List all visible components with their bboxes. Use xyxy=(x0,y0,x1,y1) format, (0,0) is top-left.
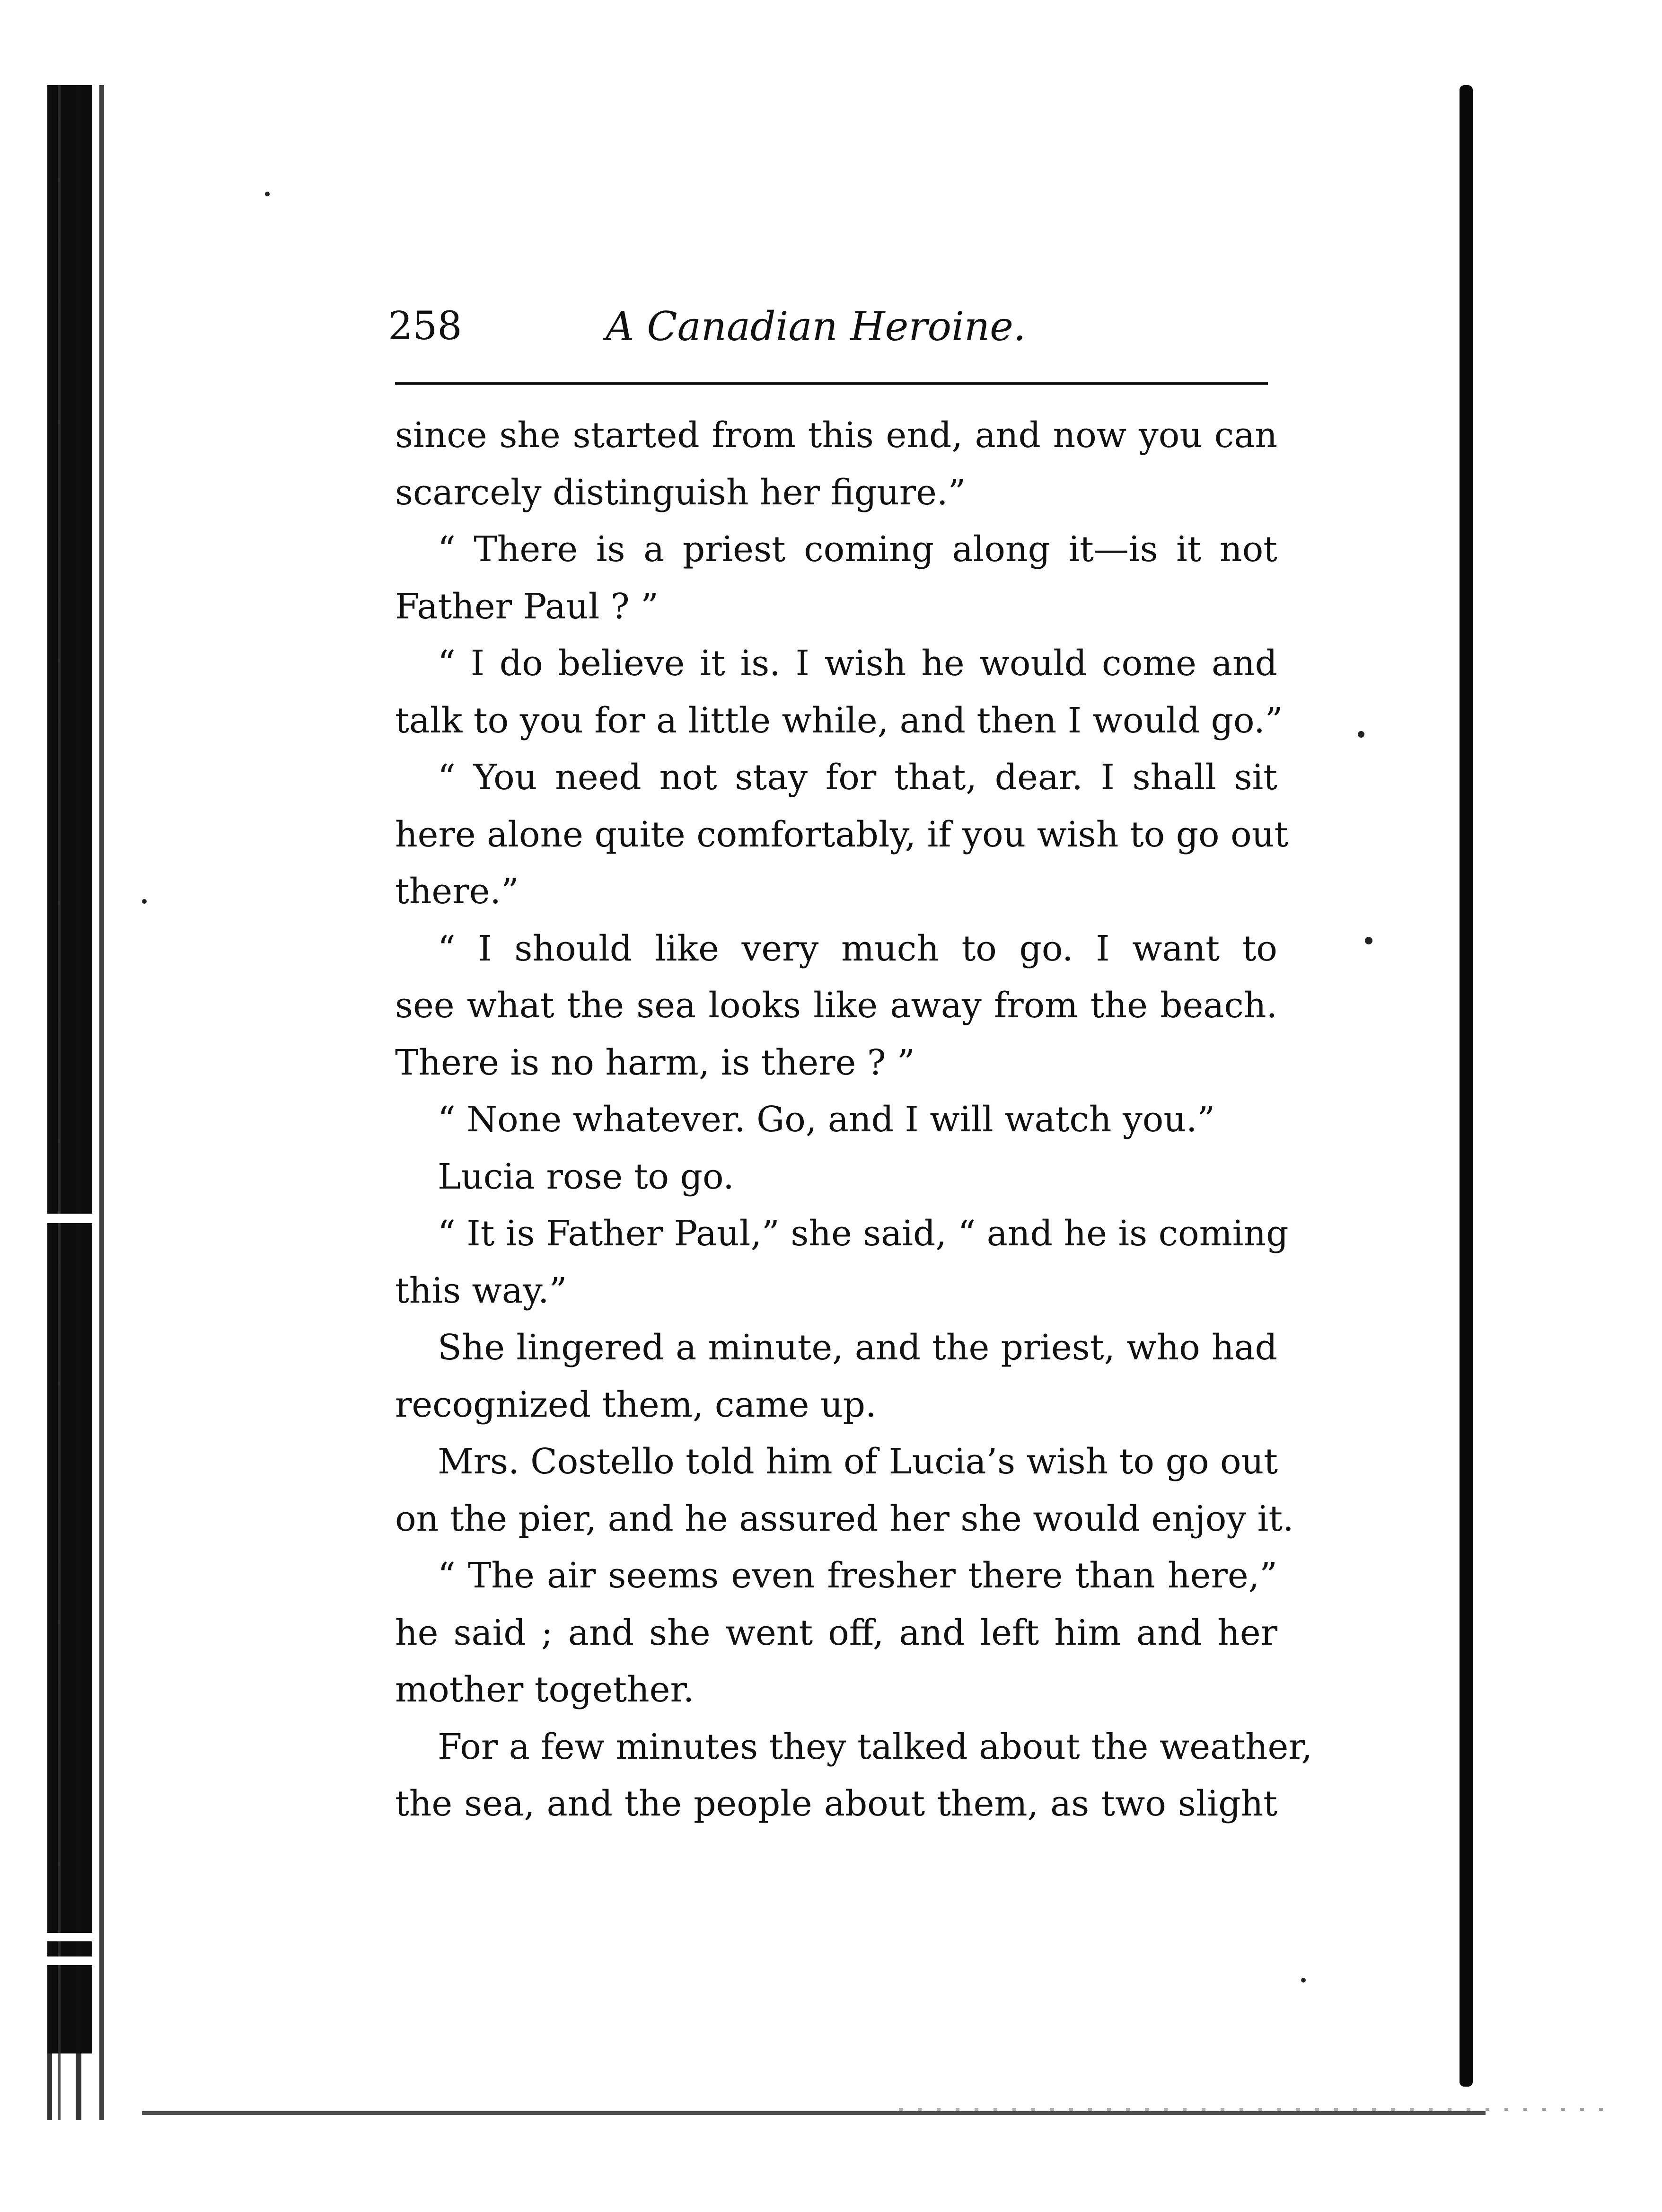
text-line: “ None whatever. Go, and I will watch you.” xyxy=(438,1099,1215,1140)
text-line: since she started from this end, and now you can xyxy=(395,415,1277,456)
text-line: For a few minutes they talked about the weather, xyxy=(438,1726,1313,1767)
text-line: on the pier, and he assured her she would enjoy it. xyxy=(395,1498,1294,1539)
scan-gap xyxy=(47,1933,92,1941)
text-line: he said ; and she went off, and left him and her xyxy=(395,1612,1277,1653)
text-line: see what the sea looks like away from the beach. xyxy=(395,985,1277,1026)
text-line: there.” xyxy=(395,871,519,912)
header-rule xyxy=(395,382,1268,385)
scan-bottom-noise xyxy=(899,2108,1609,2111)
text-line: Father Paul ? ” xyxy=(395,586,659,627)
scan-bottom-edge xyxy=(142,2111,1486,2115)
scan-gap xyxy=(47,1214,92,1223)
scan-speck xyxy=(265,192,270,196)
text-line: “ I do believe it is. I wish he would come and xyxy=(438,643,1277,684)
text-line: She lingered a minute, and the priest, who had xyxy=(438,1327,1277,1368)
page-number: 258 xyxy=(388,304,462,349)
text-line: There is no harm, is there ? ” xyxy=(395,1042,915,1083)
text-line: “ There is a priest coming along it—is it not xyxy=(438,529,1277,570)
text-line: “ You need not stay for that, dear. I shall sit xyxy=(438,757,1277,798)
body-text xyxy=(395,407,1313,1833)
scan-speck xyxy=(1301,1978,1306,1983)
scan-speck xyxy=(142,899,147,904)
scan-speck xyxy=(1358,731,1364,738)
text-line: “ The air seems even fresher there than here,” xyxy=(438,1555,1277,1596)
text-line: this way.” xyxy=(395,1270,567,1311)
text-line: “ I should like very much to go. I want to xyxy=(438,928,1277,969)
text-line: “ It is Father Paul,” she said, “ and he is coming xyxy=(438,1213,1289,1254)
scan-page-edge xyxy=(1460,85,1473,2087)
text-line: here alone quite comfortably, if you wish to go out xyxy=(395,814,1289,855)
scan-binding-streaks xyxy=(47,85,130,2120)
running-title: A Canadian Heroine. xyxy=(606,303,1026,350)
text-line: Mrs. Costello told him of Lucia’s wish to go out xyxy=(438,1441,1278,1482)
page-header xyxy=(388,293,1273,350)
text-line: recognized them, came up. xyxy=(395,1384,877,1425)
text-line: talk to you for a little while, and then I would go.” xyxy=(395,700,1283,741)
text-line: mother together. xyxy=(395,1669,695,1710)
scan-gap xyxy=(47,1956,92,1965)
text-line: the sea, and the people about them, as two slight xyxy=(395,1783,1277,1824)
text-line: Lucia rose to go. xyxy=(438,1156,734,1197)
text-line: scarcely distinguish her figure.” xyxy=(395,472,966,513)
scan-speck xyxy=(1365,937,1372,944)
